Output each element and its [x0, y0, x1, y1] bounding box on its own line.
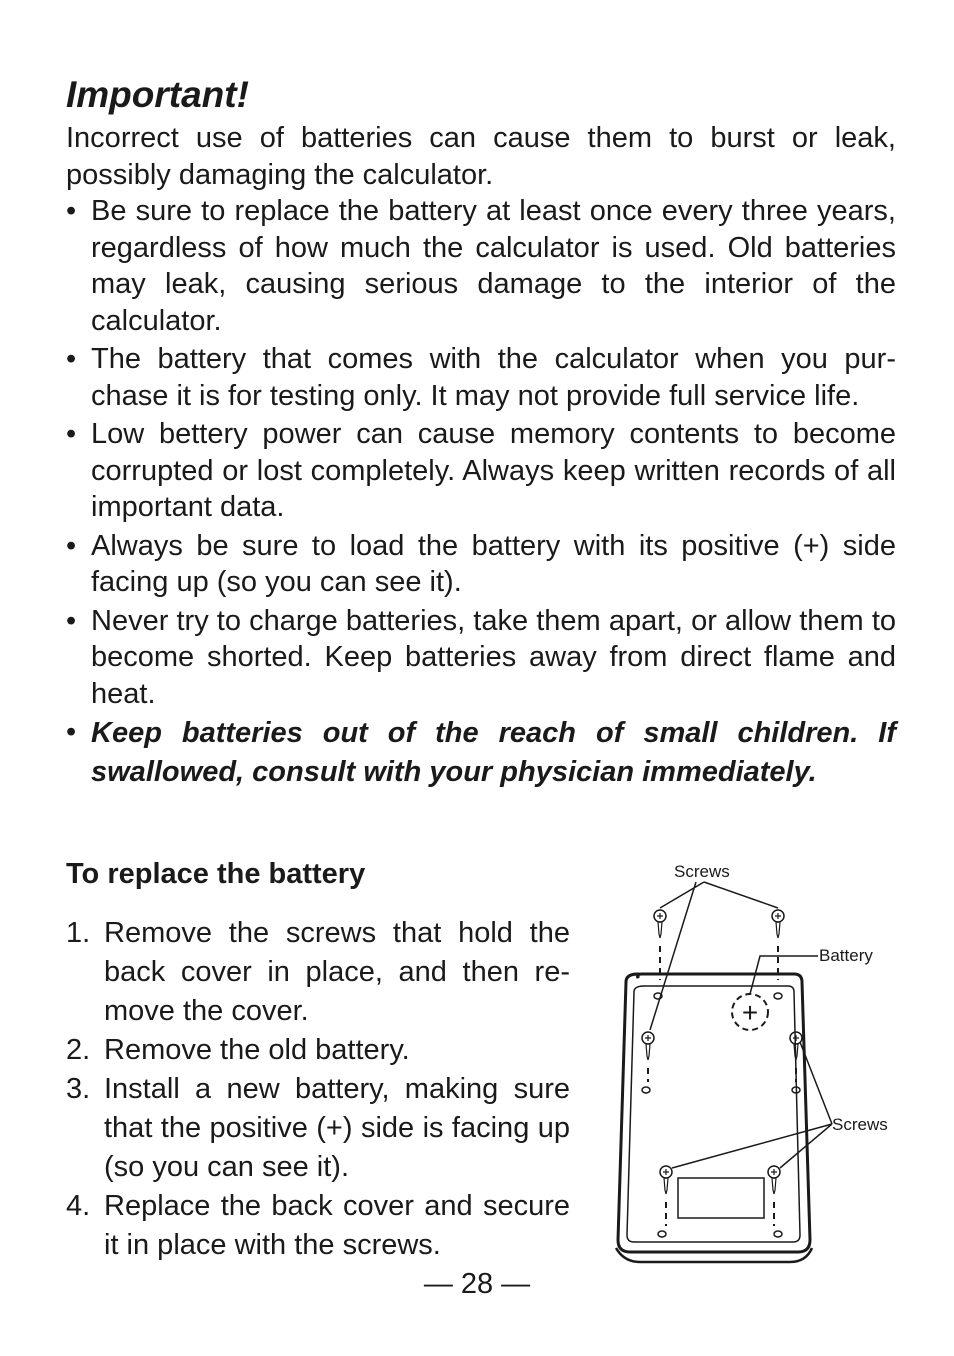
- bullet-icon: •: [66, 529, 77, 562]
- step-text: Replace the back cover and secure it in place with the screws.: [104, 1190, 570, 1261]
- list-item-text: Low bettery power can cause memory contents to become corrupted or lost completely. Always keep written records of all important data.: [91, 418, 896, 523]
- list-item: [66, 603, 896, 713]
- list-item-text: Keep batteries out of the reach of small children. If swallowed, consult with your physician immediately.: [91, 717, 896, 788]
- step-item: [66, 1187, 570, 1265]
- list-item-child-warning: [66, 714, 896, 792]
- list-item-text: Be sure to replace the battery at least once every three years, regardless of how much the calculator is used. Old batteries may leak, causing serious damage to the interior of the calculator.: [91, 195, 896, 337]
- battery-plus-symbol: +: [741, 997, 759, 1028]
- step-number: 4.: [66, 1190, 91, 1222]
- step-number: 3.: [66, 1073, 91, 1105]
- leader-lines-top-screws: [650, 882, 778, 1030]
- label-window: [678, 1178, 764, 1218]
- bullet-icon: •: [66, 418, 77, 450]
- list-item: [66, 528, 896, 601]
- list-item-text: Always be sure to load the battery with its positive (+) side facing up (so you can see it).: [91, 529, 896, 598]
- screw-icon: [768, 1166, 782, 1237]
- step-text: Remove the old battery.: [104, 1034, 410, 1066]
- bullet-icon: •: [66, 195, 77, 227]
- list-item: [66, 341, 896, 414]
- back-cover-outline: [618, 974, 810, 1252]
- warning-list: [66, 193, 896, 794]
- step-number: 2.: [66, 1034, 91, 1066]
- heading-important: Important!: [66, 74, 249, 115]
- label-screws-side: Screws: [832, 1115, 888, 1134]
- bullet-icon: •: [66, 343, 77, 375]
- list-item: [66, 193, 896, 339]
- bullet-icon: •: [66, 716, 77, 748]
- page-number: [0, 1268, 954, 1301]
- screw-icon: [642, 1032, 654, 1093]
- list-item-text: Never try to charge batteries, take them apart, or allow them to become shorted. Keep batteries away from direct flame and heat.: [91, 604, 896, 710]
- battery-replacement-diagram: [600, 850, 900, 1270]
- screw-icon: [658, 1166, 672, 1237]
- label-screws-top: Screws: [674, 862, 730, 881]
- list-item-text: The battery that comes with the calculator when you pur-chase it is for testing only. It may not provide full service life.: [91, 343, 896, 412]
- step-item: [66, 1070, 570, 1187]
- steps-list: [66, 914, 570, 1265]
- step-item: [66, 1031, 570, 1070]
- step-item: [66, 914, 570, 1031]
- section-title-replace-battery: To replace the battery: [66, 858, 366, 890]
- calculator-back-illustration: [600, 850, 900, 1270]
- step-text: Remove the screws that hold the back cover in place, and then re-move the cover.: [104, 917, 570, 1027]
- cover-edge: [616, 1248, 812, 1262]
- bullet-icon: •: [66, 604, 77, 637]
- step-text: Install a new battery, making sure that the positive (+) side is facing up (so you can see it).: [104, 1073, 570, 1183]
- label-battery: Battery: [819, 946, 873, 965]
- list-item: [66, 416, 896, 526]
- step-number: 1.: [66, 917, 91, 949]
- intro-paragraph: Incorrect use of batteries can cause them to burst or leak, possibly damaging the calculator.: [66, 122, 896, 191]
- page-number-text: — 28 —: [423, 1268, 531, 1300]
